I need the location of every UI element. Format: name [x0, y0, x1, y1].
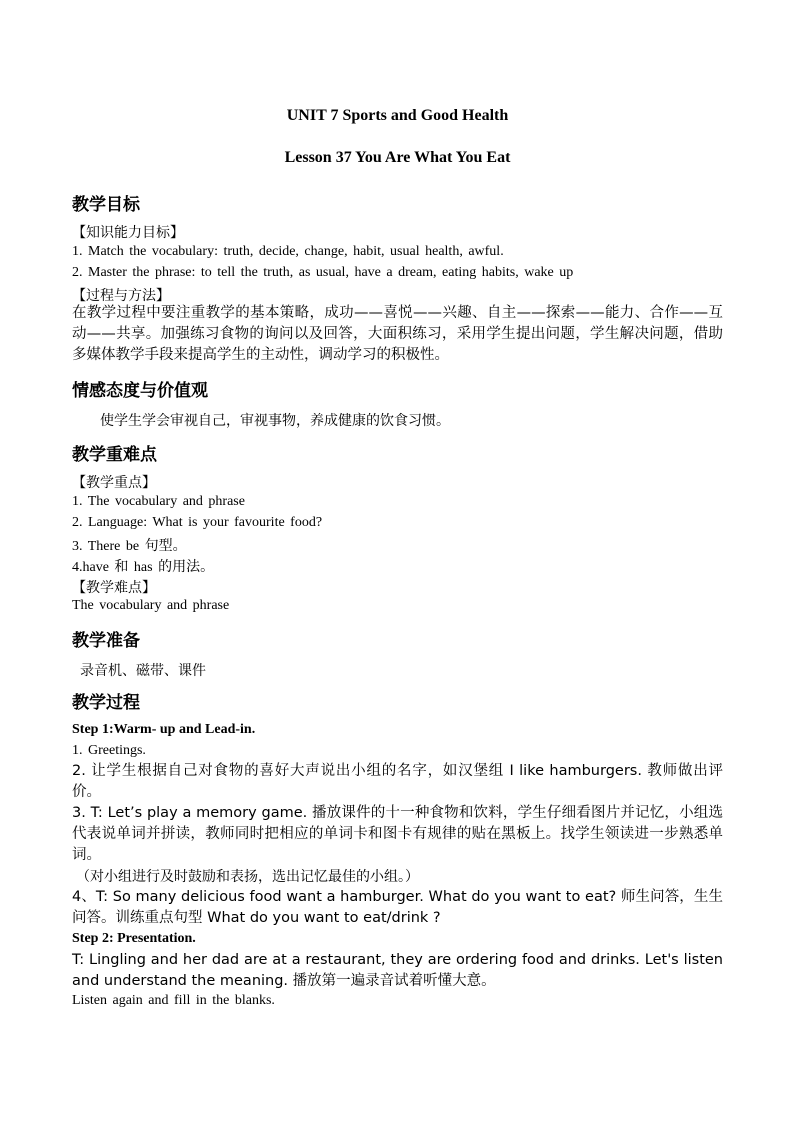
step1-item: 4、T: So many delicious food want a hamburger. What do you want to eat? 师生问答，生生问答。训练重点句型 What do you want to eat/drink ?	[72, 889, 723, 926]
knowledge-label: 【知识能力目标】	[72, 225, 184, 241]
attitude-heading: 情感态度与价值观	[72, 381, 208, 401]
key-points-heading: 教学重难点	[72, 445, 157, 465]
focus-item: 1. The vocabulary and phrase	[72, 494, 245, 509]
step1-item: （对小组进行及时鼓励和表扬，选出记忆最佳的小组。）	[76, 869, 419, 885]
step1-item: 3. T: Let’s play a memory game. 播放课件的十一种食物和饮料，学生仔细看图片并记忆，小组选代表说单词并拼读，教师同时把相应的单词卡和图卡有规律的贴在黑板上。找学生领读进一步熟悉单词。	[72, 805, 723, 863]
preparation-text: 录音机、磁带、课件	[80, 663, 206, 679]
difficulty-label: 【教学难点】	[72, 580, 156, 596]
attitude-text: 使学生学会审视自己，审视事物，养成健康的饮食习惯。	[100, 413, 450, 429]
step2-item: Listen again and fill in the blanks.	[72, 993, 275, 1008]
document-page	[72, 0, 723, 1123]
lesson-title: Lesson 37 You Are What You Eat	[284, 149, 511, 166]
focus-item: 3. There be 句型。	[72, 539, 187, 554]
knowledge-item: 1. Match the vocabulary: truth, decide, change, habit, usual health, awful.	[72, 244, 504, 259]
focus-label: 【教学重点】	[72, 475, 156, 491]
knowledge-item: 2. Master the phrase: to tell the truth, as usual, have a dream, eating habits, wake up	[72, 265, 574, 280]
step1-item: 2. 让学生根据自己对食物的喜好大声说出小组的名字，如汉堡组 I like hamburgers. 教师做出评价。	[72, 763, 723, 800]
difficulty-text: The vocabulary and phrase	[72, 598, 230, 613]
focus-item: 4.have 和 has 的用法。	[72, 560, 215, 575]
step1-title: Step 1:Warm- up and Lead-in.	[72, 722, 256, 737]
step2-item: T: Lingling and her dad are at a restaurant, they are ordering food and drinks. Let's listen and understand the meaning. 播放第一遍录音试着听懂大意。	[72, 952, 723, 989]
process-paragraph: 在教学过程中要注重教学的基本策略，成功——喜悦——兴趣、自主——探索——能力、合作——互动——共享。加强练习食物的询问以及回答，大面积练习，采用学生提出问题，学生解决问题，借助多媒体教学手段来提高学生的主动性，调动学习的积极性。	[72, 305, 723, 363]
process-label: 【过程与方法】	[72, 288, 170, 304]
preparation-heading: 教学准备	[72, 631, 140, 651]
procedure-heading: 教学过程	[72, 693, 140, 713]
step2-title: Step 2: Presentation.	[72, 931, 196, 946]
focus-item: 2. Language: What is your favourite food?	[72, 515, 323, 530]
goals-heading: 教学目标	[72, 195, 140, 215]
step1-item: 1. Greetings.	[72, 743, 146, 758]
unit-title: UNIT 7 Sports and Good Health	[286, 107, 509, 124]
